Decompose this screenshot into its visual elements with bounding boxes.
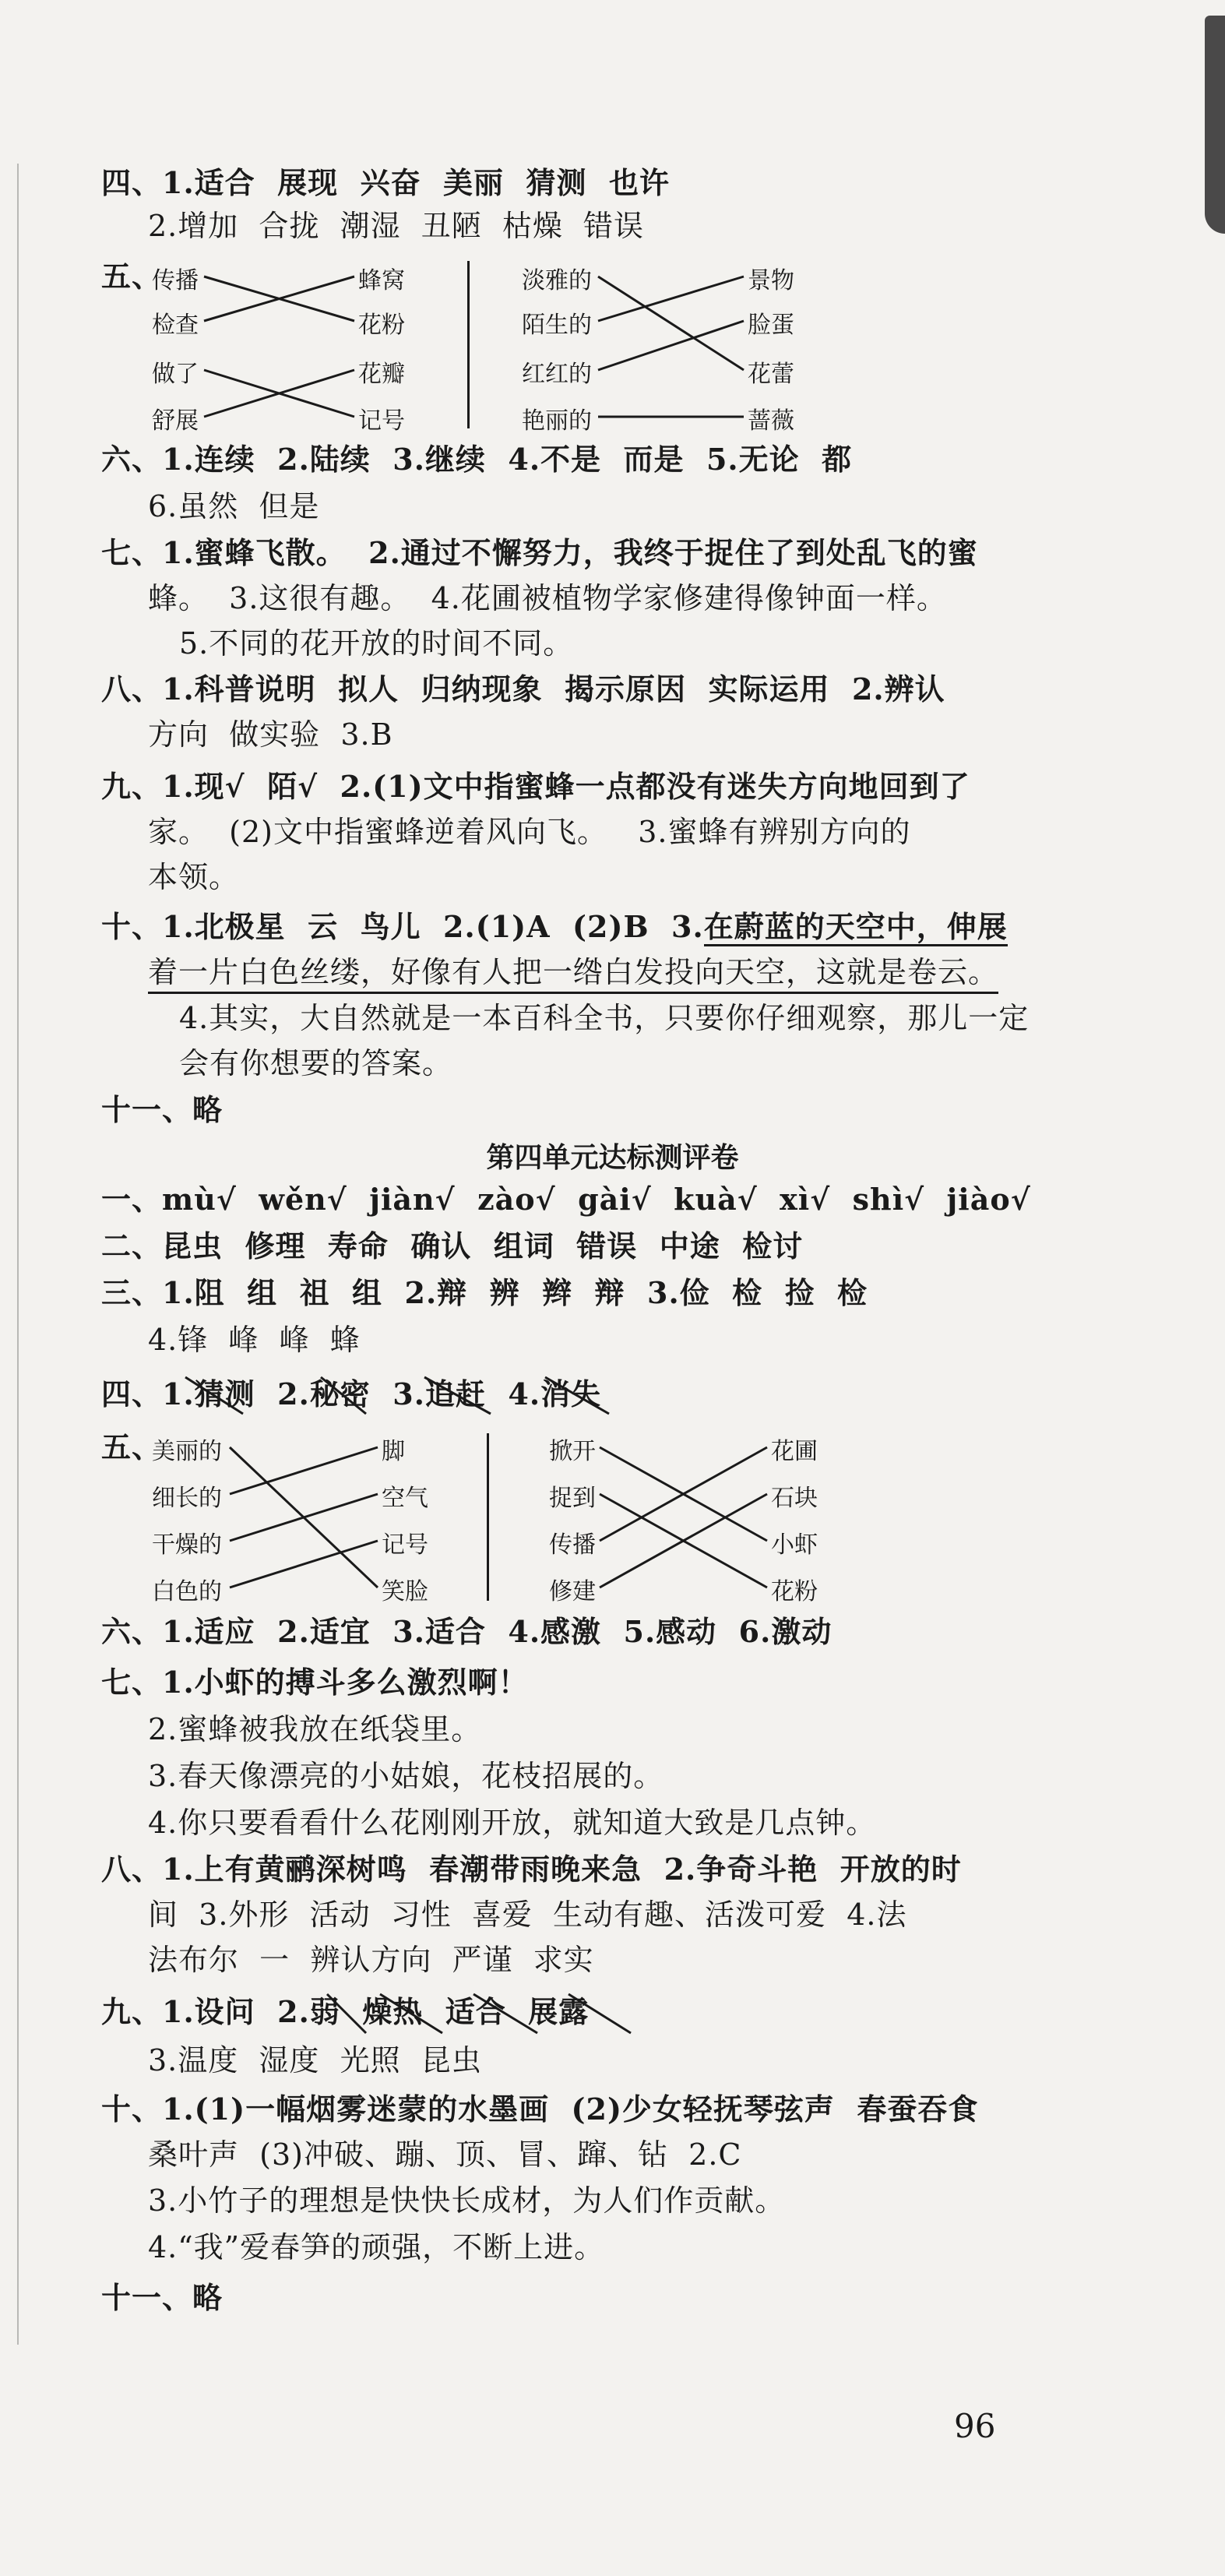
s5-mid-2: 花粉 <box>358 312 405 339</box>
u5-left2-1: 掀开 <box>549 1438 596 1465</box>
unit-title: 第四单元达标测评卷 <box>486 1142 739 1174</box>
s5-left2-4: 艳丽的 <box>522 407 592 435</box>
u5-left-1: 美丽的 <box>152 1438 222 1465</box>
u10-line3: 3.小竹子的理想是快快长成材，为人们作贡献。 <box>148 2183 786 2218</box>
s4-line2: 2.增加 合拢 潮湿 丑陋 枯燥 错误 <box>148 209 645 243</box>
u10-line2: 桑叶声 (3)冲破、蹦、顶、冒、蹿、钻 2.C <box>148 2137 742 2172</box>
u7-line3: 3.春天像漂亮的小姑娘，花枝招展的。 <box>148 1759 664 1793</box>
s5-left-4: 舒展 <box>152 407 199 435</box>
u5-left-3: 干燥的 <box>152 1531 222 1559</box>
s5-left2-1: 淡雅的 <box>522 267 592 294</box>
match-line <box>230 1447 378 1494</box>
match-line <box>598 277 744 321</box>
s5-right2-3: 花蕾 <box>748 361 794 388</box>
u2-line1: 二、昆虫 修理 寿命 确认 组词 错误 中途 检讨 <box>101 1228 804 1263</box>
s5-left-1: 传播 <box>152 267 199 294</box>
u7-line1: 七、1.小虾的搏斗多么激烈啊！ <box>101 1665 529 1700</box>
u5-mid-1: 脚 <box>382 1438 405 1465</box>
u5-left2-4: 修建 <box>549 1578 596 1605</box>
page-number: 96 <box>954 2407 996 2445</box>
u5-right2-1: 花圃 <box>771 1438 818 1465</box>
strike-mark <box>568 1994 631 2033</box>
u3-line2: 4.锋 峰 峰 蜂 <box>148 1323 361 1357</box>
u7-line2: 2.蜜蜂被我放在纸袋里。 <box>148 1712 482 1746</box>
s5-left2-3: 红红的 <box>522 361 592 388</box>
u5-left-4: 白色的 <box>152 1578 222 1605</box>
u9-line2: 3.温度 湿度 光照 昆虫 <box>148 2043 482 2077</box>
u7-line4: 4.你只要看看什么花刚刚开放，就知道大致是几点钟。 <box>148 1806 877 1840</box>
u5-right2-4: 花粉 <box>771 1578 818 1605</box>
s10-line4: 会有你想要的答案。 <box>179 1046 453 1080</box>
u5-mid-2: 空气 <box>382 1485 428 1512</box>
u8-line2: 间 3.外形 活动 习性 喜爱 生动有趣、活泼可爱 4.法 <box>148 1898 907 1932</box>
strike-mark <box>185 1377 243 1414</box>
s10-line1-a: 十、1.北极星 云 鸟儿 2.(1)A (2)B 3. <box>101 909 704 944</box>
u5-head: 五、 <box>101 1429 163 1464</box>
s5-right2-4: 蔷薇 <box>748 407 794 435</box>
s5-right2-2: 脸蛋 <box>748 312 794 339</box>
s5-mid-4: 记号 <box>358 407 405 435</box>
u6-line1: 六、1.适应 2.适宜 3.适合 4.感激 5.感动 6.激动 <box>101 1614 833 1649</box>
u3-line1: 三、1.阻 组 祖 组 2.辩 辨 辫 辩 3.俭 检 捡 检 <box>101 1275 868 1310</box>
s10-line1-underlined: 在蔚蓝的天空中，伸展 <box>704 909 1008 946</box>
s5-left2-2: 陌生的 <box>522 312 592 339</box>
u10-line4: 4.“我”爱春笋的顽强，不断上进。 <box>148 2230 605 2264</box>
s8-line2: 方向 做实验 3.B <box>148 717 393 752</box>
s7-line3: 5.不同的花开放的时间不同。 <box>179 626 574 661</box>
u11-line1: 十一、略 <box>101 2280 224 2315</box>
u10-line1: 十、1.(1)一幅烟雾迷蒙的水墨画 (2)少女轻抚琴弦声 春蚕吞食 <box>101 2091 979 2127</box>
s5-left-3: 做了 <box>152 361 199 388</box>
s5-right2-1: 景物 <box>748 267 794 294</box>
s7-line2: 蜂。 3.这很有趣。 4.花圃被植物学家修建得像钟面一样。 <box>148 581 947 615</box>
u5-right2-3: 小虾 <box>771 1531 818 1559</box>
match-line <box>230 1541 378 1588</box>
u5-left2-3: 传播 <box>549 1531 596 1559</box>
u5-mid-3: 记号 <box>382 1531 428 1559</box>
s9-line3: 本领。 <box>148 860 240 894</box>
u5-mid-4: 笑脸 <box>382 1578 428 1605</box>
s11-line1: 十一、略 <box>101 1092 224 1127</box>
strike-mark <box>473 1994 537 2033</box>
u1-line1: 一、mù√ wěn√ jiàn√ zào√ gài√ kuà√ xì√ shì√ jiào√ <box>101 1182 1031 1217</box>
s6-line1: 六、1.连续 2.陆续 3.继续 4.不是 而是 5.无论 都 <box>101 442 853 477</box>
s10-line2-underlined: 着一片白色丝缕，好像有人把一绺白发投向天空，这就是卷云。 <box>148 953 998 994</box>
u5-right2-2: 石块 <box>771 1485 818 1512</box>
s4-line1: 四、1.适合 展现 兴奋 美丽 猜测 也许 <box>101 165 670 200</box>
strike-mark <box>321 1377 366 1414</box>
match-line <box>598 277 744 370</box>
s6-line2: 6.虽然 但是 <box>148 489 320 523</box>
s5-head: 五、 <box>101 259 163 294</box>
u8-line1: 八、1.上有黄鹂深树鸣 春潮带雨晚来急 2.争奇斗艳 开放的时 <box>101 1852 962 1887</box>
u5-left2-2: 捉到 <box>549 1485 596 1512</box>
s7-line1: 七、1.蜜蜂飞散。 2.通过不懈努力，我终于捉住了到处乱飞的蜜 <box>101 535 978 570</box>
u4-line1: 四、1.猜测 2.秘密 3.追赶 4.消失 <box>101 1376 602 1411</box>
u8-line3: 法布尔 一 辨认方向 严谨 求实 <box>148 1943 594 1977</box>
strike-mark <box>380 1994 442 2033</box>
s9-line1: 九、1.现√ 陌√ 2.(1)文中指蜜蜂一点都没有迷失方向地回到了 <box>101 769 970 804</box>
strike-mark <box>545 1377 609 1414</box>
strike-mark <box>327 1994 366 2033</box>
s10-line3: 4.其实，大自然就是一本百科全书，只要你仔细观察，那儿一定 <box>179 1001 1030 1035</box>
s9-line2: 家。 (2)文中指蜜蜂逆着风向飞。 3.蜜蜂有辨别方向的 <box>148 815 911 849</box>
u9-line1: 九、1.设问 2.弱 燥热 适合 展露 <box>101 1994 590 2029</box>
strike-mark <box>424 1377 491 1414</box>
s5-left-2: 检查 <box>152 312 199 339</box>
s8-line1: 八、1.科普说明 拟人 归纳现象 揭示原因 实际运用 2.辨认 <box>101 671 945 707</box>
match-line <box>230 1494 378 1541</box>
u5-left-2: 细长的 <box>152 1485 222 1512</box>
s5-mid-3: 花瓣 <box>358 361 405 388</box>
s5-mid-1: 蜂窝 <box>358 267 405 294</box>
match-line <box>598 321 744 370</box>
